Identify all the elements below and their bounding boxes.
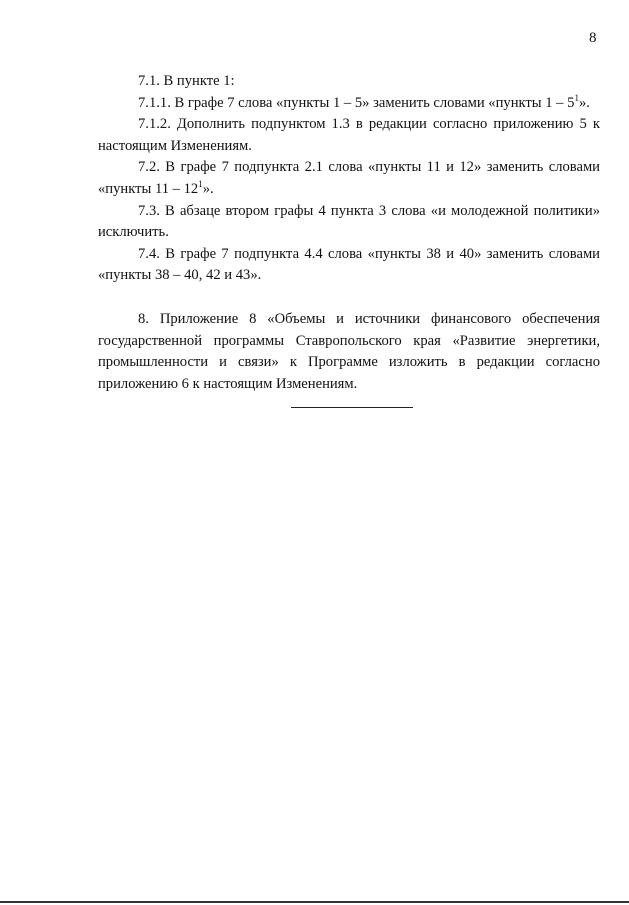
paragraph-7-3: 7.3. В абзаце втором графы 4 пункта 3 слова «и молодежной политики» исключить. bbox=[98, 202, 600, 241]
paragraph-7-1: 7.1. В пункте 1: bbox=[138, 73, 235, 89]
bottom-border-line bbox=[0, 901, 629, 903]
paragraph-7-4: 7.4. В графе 7 подпункта 4.4 слова «пункты 38 и 40» заменить словами «пункты 38 – 40, 42 и 43». bbox=[98, 245, 600, 284]
paragraph-7-2-tail: ». bbox=[202, 180, 214, 197]
paragraph-7-2-text: 7.2. В графе 7 подпункта 2.1 слова «пункты 11 и 12» заменить словами «пункты 11 – 12 bbox=[98, 159, 600, 197]
paragraph-8: 8. Приложение 8 «Объемы и источники финансового обеспечения государственной программы Ставропольского края «Развитие энергетики, промышленности и связи» к Программе изложить в редакции согласно приложению 6 к настоящим Изменениям. bbox=[98, 310, 600, 392]
paragraph-7-1-1-tail: ». bbox=[578, 94, 590, 111]
paragraph-7-1-1 bbox=[98, 93, 600, 115]
superscript: 1 bbox=[574, 92, 579, 103]
superscript: 1 bbox=[198, 178, 203, 189]
paragraph-7-2 bbox=[98, 157, 600, 200]
page-number: 8 bbox=[589, 30, 597, 46]
closing-rule bbox=[291, 407, 413, 408]
document-body bbox=[98, 71, 600, 395]
paragraph-7-1-1-text: 7.1.1. В графе 7 слова «пункты 1 – 5» заменить словами «пункты 1 – 5 bbox=[138, 94, 575, 111]
paragraph-7-1-2: 7.1.2. Дополнить подпунктом 1.3 в редакции согласно приложению 5 к настоящим Изменениям. bbox=[98, 116, 600, 154]
